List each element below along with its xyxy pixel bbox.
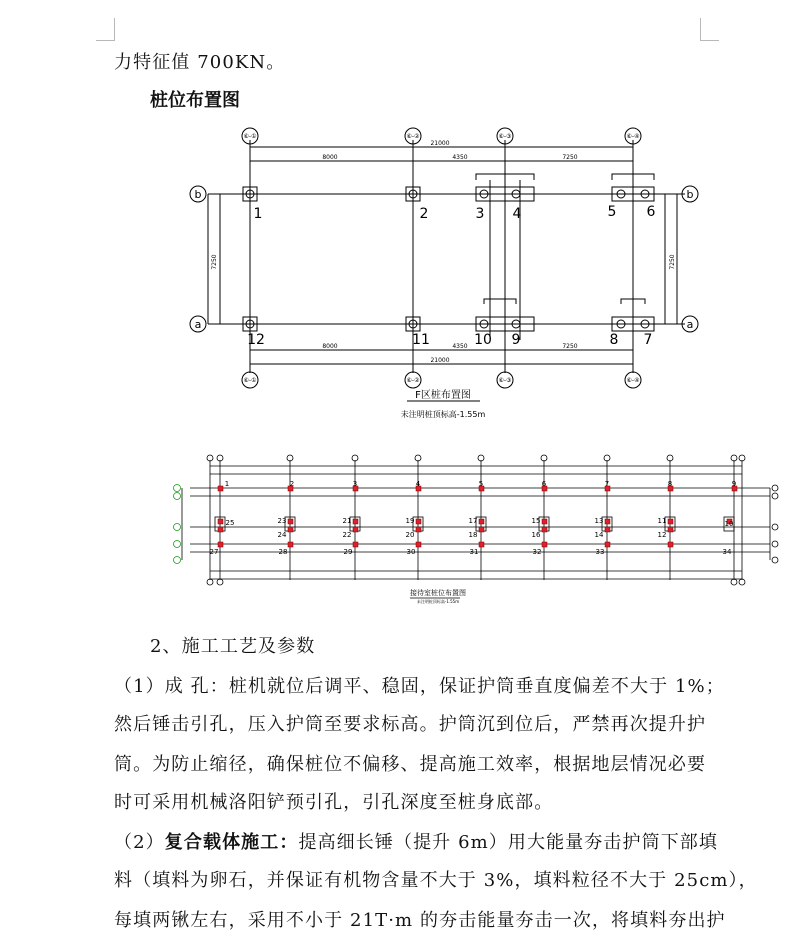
dim-bottom-1: 8000 [322, 343, 338, 350]
page-margin-mark-left [96, 18, 115, 41]
drawing-subtitle: 未注明桩顶标高-1.55m [400, 410, 486, 419]
text-line: 料（填料为卵石，并保证有机物含量不大于 3%，填料粒径不大于 25cm）， [114, 870, 758, 891]
pile-label: 8 [667, 480, 673, 488]
text-line: （1）成 孔：桩机就位后调平、稳固，保证护筒垂直度偏差不大于 1%； [114, 676, 725, 697]
pile-label: 7 [604, 480, 610, 488]
pile-label: 24 [277, 531, 287, 539]
pile-label: 6 [646, 204, 656, 220]
pile-label: 11 [412, 332, 430, 348]
axis-label-bottom-2: ⑥-② [406, 377, 420, 384]
page-margin-mark-right [700, 18, 719, 41]
pile-label: 4 [512, 206, 522, 222]
pile-label: 9 [731, 480, 737, 488]
text-line: 筒。为防止缩径，确保桩位不偏移、提高施工效率，根据地层情况必要 [114, 754, 707, 775]
pile-label: 17 [468, 517, 478, 525]
pile-label: 23 [277, 517, 287, 525]
pile-label: 29 [343, 548, 353, 556]
axis-label-bottom-4: ⑥-④ [626, 377, 640, 384]
text-line [114, 828, 718, 854]
row-label-b-left: b [194, 188, 202, 201]
row-label-a-left: a [194, 318, 202, 331]
pile-label: 9 [511, 332, 521, 348]
pile-label: 32 [532, 548, 542, 556]
pile-label: 18 [468, 531, 478, 539]
subsection-heading: 2、施工工艺及参数 [150, 636, 316, 657]
dim-bottom-3: 7250 [562, 343, 578, 350]
pile-label: 13 [594, 517, 604, 525]
text-line: 然后锤击引孔，压入护筒至要求标高。护筒沉到位后，严禁再次提升护 [114, 714, 707, 735]
dim-total-top: 21000 [430, 140, 450, 147]
pile-label: 12 [657, 531, 667, 539]
section-heading: 桩位布置图 [150, 90, 240, 111]
dim-top-1: 8000 [322, 154, 338, 161]
pile-label: 28 [278, 548, 288, 556]
pile-label: 1 [224, 480, 230, 488]
dim-total-bottom: 21000 [430, 357, 450, 364]
pile-label: 4 [415, 480, 421, 488]
pile-label: 25 [225, 519, 235, 527]
drawing-title: 接待室桩位布置图 [410, 589, 466, 597]
axis-label-top-2: ⑥-② [406, 133, 420, 140]
pile-label: 2 [419, 206, 429, 222]
text-span: （2） [114, 832, 165, 853]
pile-label: 2 [289, 480, 295, 488]
axis-label-top-1: ⑥-① [243, 133, 257, 140]
pile-label: 8 [609, 332, 619, 348]
text-line: 时可采用机械洛阳铲预引孔，引孔深度至桩身底部。 [114, 792, 554, 813]
pile-label: 22 [342, 531, 352, 539]
pile-label: 11 [657, 517, 667, 525]
row-label-a-right: a [686, 318, 694, 331]
pile-label: 5 [607, 204, 617, 220]
dim-bottom-2: 4350 [452, 343, 468, 350]
pile-label: 7 [643, 332, 653, 348]
pile-label: 21 [342, 517, 352, 525]
pile-label: 5 [478, 480, 484, 488]
text-line: 每填两锹左右，采用不小于 21T·m 的夯击能量夯击一次，将填料夯出护 [114, 910, 726, 931]
pile-label: 31 [469, 548, 479, 556]
text-span: 提高细长锤（提升 6m）用大能量夯击护筒下部填 [298, 832, 719, 853]
pile-label: 33 [595, 548, 605, 556]
pile-label: 20 [405, 531, 415, 539]
pile-label: 30 [406, 548, 416, 556]
pile-label: 14 [594, 531, 604, 539]
drawing-title: F区桩布置图 [415, 390, 471, 401]
pile-label: 12 [247, 332, 265, 348]
pile-label: 34 [722, 548, 732, 556]
pile-label: 3 [352, 480, 358, 488]
pile-label: 15 [531, 517, 541, 525]
pile-label: 1 [253, 206, 263, 222]
text-line-0: 力特征值 700KN。 [114, 52, 286, 73]
reception-pile-layout-drawing [170, 450, 785, 605]
pile-label: 10 [724, 520, 734, 528]
pile-label: 16 [531, 531, 541, 539]
dim-top-3: 7250 [562, 154, 578, 161]
pile-label: 19 [405, 517, 415, 525]
axis-label-top-4: ⑥-④ [626, 133, 640, 140]
row-label-b-right: b [686, 188, 694, 201]
bold-term: 复合载体施工： [164, 832, 299, 853]
pile-label: 3 [475, 206, 485, 222]
dim-top-2: 4350 [452, 154, 468, 161]
axis-label-top-3: ⑥-③ [498, 133, 512, 140]
axis-label-bottom-1: ⑥-① [243, 377, 257, 384]
axis-label-bottom-3: ⑥-③ [498, 377, 512, 384]
pile-label: 6 [541, 480, 547, 488]
dim-side-left: 7250 [211, 254, 218, 270]
dim-side-right: 7250 [669, 254, 676, 270]
f-zone-pile-layout-drawing [180, 118, 710, 433]
pile-label: 27 [209, 548, 219, 556]
pile-label: 10 [474, 332, 492, 348]
drawing-subtitle: 未注明桩顶标高-1.55m [416, 599, 460, 604]
